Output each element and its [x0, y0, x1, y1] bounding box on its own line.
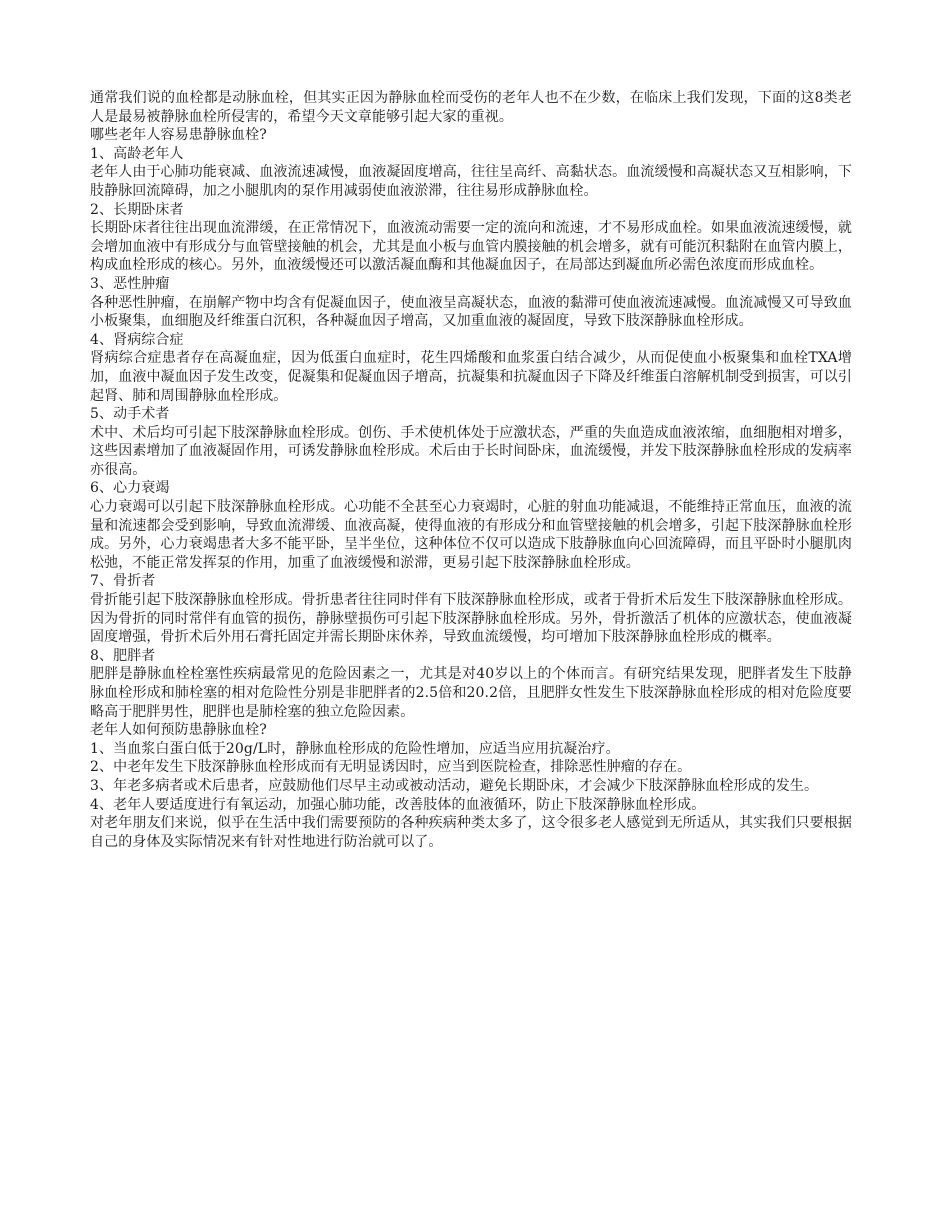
risk-group-title: 4、肾病综合症 [90, 331, 184, 348]
risk-group-title: 8、肥胖者 [90, 647, 156, 664]
risk-group-body: 各种恶性肿瘤，在崩解产物中均含有促凝血因子，使血液呈高凝状态，血液的黏滞可使血液流速减慢。血流减慢又可导致血小板聚集，血细胞及纤维蛋白沉积，各种凝血因子增高，又加重血液的凝固度，导致下肢深静脉血栓形成。 [90, 294, 852, 330]
section-heading-prevention: 老年人如何预防患静脉血栓? [90, 722, 267, 739]
prevention-item: 3、年老多病者或术后患者，应鼓励他们尽早主动或被动活动，避免长期卧床，才会减少下肢深静脉血栓形成的发生。 [90, 777, 819, 794]
conclusion-paragraph: 对老年朋友们来说，似乎在生活中我们需要预防的各种疾病种类太多了，这令很多老人感觉到无所适从，其实我们只要根据自己的身体及实际情况来有针对性地进行防治就可以了。 [90, 815, 852, 850]
risk-group-body: 长期卧床者往往出现血流滞缓，在正常情况下，血液流动需要一定的流向和流速，才不易形成血栓。如果血液流速缓慢，就会增加血液中有形成分与血管壁接触的机会，尤其是血小板与血管内膜接触的机会增多，就有可能沉积黏附在血管内膜上，构成血栓形成的核心。另外，血液缓慢还可以激活凝血酶和其他凝血因子，在局部达到凝血所必需色浓度而形成血栓。 [90, 220, 852, 274]
risk-group-body: 术中、术后均可引起下肢深静脉血栓形成。创伤、手术使机体处于应激状态，严重的失血造成血液浓缩，血细胞相对增多，这些因素增加了血液凝固作用，可诱发静脉血栓形成。术后由于长时间卧床，血流缓慢，并发下肢深静脉血栓形成的发病率亦很高。 [90, 424, 852, 478]
risk-group-title: 2、长期卧床者 [90, 201, 184, 218]
risk-group-body: 肥胖是静脉血栓栓塞性疾病最常见的危险因素之一，尤其是对40岁以上的个体而言。有研究结果发现，肥胖者发生下肢静脉血栓形成和肺栓塞的相对危险性分别是非肥胖者的2.5倍和20.2倍，且肥胖女性发生下肢深静脉血栓形成的相对危险度要略高于肥胖男性，肥胖也是肺栓塞的独立危险因素。 [90, 666, 852, 720]
risk-group-body: 肾病综合症患者存在高凝血症，因为低蛋白血症时，花生四烯酸和血浆蛋白结合减少，从而促使血小板聚集和血栓TXA增加，血液中凝血因子发生改变，促凝集和促凝血因子增高，抗凝集和抗凝血因子下降及纤维蛋白溶解机制受到损害，可以引起肾、肺和周围静脉血栓形成。 [90, 350, 852, 404]
risk-group-title: 7、骨折者 [90, 573, 156, 590]
prevention-item: 2、中老年发生下肢深静脉血栓形成而有无明显诱因时，应当到医院检查，排除恶性肿瘤的存在。 [90, 759, 692, 776]
section-heading-risk-groups: 哪些老年人容易患静脉血栓? [90, 127, 267, 144]
risk-group-title: 6、心力衰竭 [90, 480, 170, 497]
risk-group-title: 1、高龄老年人 [90, 145, 184, 162]
article-body [90, 89, 852, 851]
prevention-item: 1、当血浆白蛋白低于20g/L时，静脉血栓形成的危险性增加，应适当应用抗凝治疗。 [90, 740, 620, 757]
prevention-item: 4、老年人要适度进行有氧运动，加强心肺功能，改善肢体的血液循环，防止下肢深静脉血栓形成。 [90, 796, 706, 813]
risk-group-title: 3、恶性肿瘤 [90, 275, 170, 292]
risk-group-body: 骨折能引起下肢深静脉血栓形成。骨折患者往往同时伴有下肢深静脉血栓形成，或者于骨折术后发生下肢深静脉血栓形成。因为骨折的同时常伴有血管的损伤，静脉壁损伤可引起下肢深静脉血栓形成。另外，骨折激活了机体的应激状态，使血液凝固度增强，骨折术后外用石膏托固定并需长期卧床休养，导致血流缓慢，均可增加下肢深静脉血栓形成的概率。 [90, 592, 852, 646]
risk-group-title: 5、动手术者 [90, 406, 170, 423]
intro-paragraph: 通常我们说的血栓都是动脉血栓，但其实正因为静脉血栓而受伤的老年人也不在少数，在临床上我们发现，下面的这8类老人是最易被静脉血栓所侵害的，希望今天文章能够引起大家的重视。 [90, 90, 852, 125]
risk-group-body: 心力衰竭可以引起下肢深静脉血栓形成。心功能不全甚至心力衰竭时，心脏的射血功能减退，不能维持正常血压，血液的流量和流速都会受到影响，导致血流滞缓、血液高凝，使得血液的有形成分和血管壁接触的机会增多，引起下肢深静脉血栓形成。另外，心力衰竭患者大多不能平卧，呈半坐位，这种体位不仅可以造成下肢静脉血向心回流障碍，而且平卧时小腿肌肉松弛，不能正常发挥泵的作用，加重了血液缓慢和淤滞，更易引起下肢深静脉血栓形成。 [90, 499, 852, 571]
risk-group-body: 老年人由于心肺功能衰减、血液流速减慢，血液凝固度增高，往往呈高纤、高黏状态。血流缓慢和高凝状态又互相影响，下肢静脉回流障碍，加之小腿肌肉的泵作用减弱使血液淤滞，往往易形成静脉血栓。 [90, 164, 852, 199]
